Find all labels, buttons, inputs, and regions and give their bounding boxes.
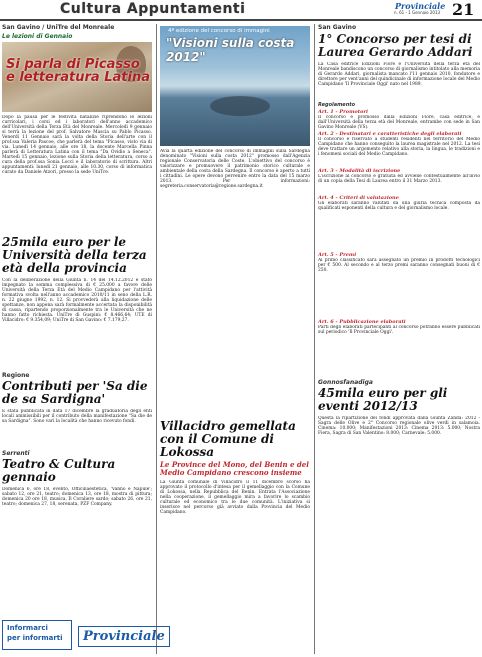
info-box-line2: per informarti [7, 634, 63, 642]
article-section: Art. 3 - Modalità di iscrizione [318, 168, 401, 174]
page-header [0, 0, 482, 20]
article-body: È stata pubblicata in data 17 dicembre la graduatoria degli enti locali ammissibili per il contributo della manifestazione "Sa die de sa Sardigna". Sono vari la località che hanno ricevuto fondi. [2, 409, 152, 424]
article-headline: 25mila euro per le Università della terza età della provincia [2, 235, 147, 275]
article-body: Parti degli elaborati partecipanti al concorso potranno essere pubblicati sul periodico 'Il Provinciale Oggi'. [318, 325, 480, 335]
article-body: Domenica 6, ore 18, evento, Officinaestetica, 'Vanno e Napule'; sabato 12, ore 21, teatro; domenica 13, ore 18, mostra di pittura; domenica 20 ore 18, musica, Il Coraliere sardo; sabato 26, ore 21, teatro; domenica 27, 18, serenata, PZF Company. [2, 487, 152, 507]
article-body: Dopo la pausa per le festività natalizie riprendono le lezioni curricolari, i corsi ed i laboratori dell'anno accademico dell'Università della Terza Età del Monreale. Mercoledì 9 gennaio si terrà la lezione del prof. Salvatore Mascia su Pablo Picasso. Venerdì 11 Gennaio sarà la volta della Storia dell'arte con il prof.ssa Valeria Pascoe, che parlerà del tema "Picasso, visto via di via. Lunedì 14 gennaio, alle ore 18, la docente Marcella Pinna parlerà di Letteratura Latina con il tema "Da Ovidio a Seneca". Martedì 15 gennaio, lezione sulla Storia della letteratura, corso a cura della prof.ssa Sonia Locci e il laboratorio di scrittura. Altri appuntamenti: lunedì 21 gennaio, alle 10.30, corso di informatica curato da Daniele Atzori, presso la sede UniTre. [2, 115, 152, 175]
article-tag: Regione [2, 372, 30, 379]
column-right [318, 24, 480, 526]
info-box [2, 620, 72, 650]
article-headline: 45mila euro per gli eventi 2012/13 [318, 386, 448, 413]
article-headline: Teatro & Cultura gennaio [2, 457, 116, 484]
article-section: Art. 1 - Promotori [318, 109, 368, 115]
article-body: Al primo classificato sarà assegnato un premio in prodotti tecnologici per € 500. Al secondo e al terzo premi saranno consegnati buoni di € 250. [318, 258, 480, 273]
column-divider [314, 24, 315, 654]
info-box-line1: Informarci [7, 624, 48, 632]
photo-kicker: 4ª edizione del concorso di immagini [168, 28, 270, 34]
article-body: L'iscrizione al concorso è gratuita ed avviene contestualmente all'invio di un copia della Tesi di Laurea entro il 31 Marzo 2013. [318, 174, 480, 184]
article-headline: Contributi per 'Sa die de sa Sardigna' [2, 379, 148, 406]
column-center [160, 24, 310, 625]
article-tag: San Gavino [318, 24, 357, 31]
issue-date: n. 61 - 1 Gennaio 2013 [394, 10, 441, 15]
page-number: 21 [452, 0, 475, 19]
article-tag: San Gavino / UniTre del Monreale [2, 24, 115, 31]
article-body: Con la deliberazione della Giunta n. 14 del 14.12.2012 è stato impegnato la somma complessiva di € 25.000 a favore delle Università della Terza Età del Medio Campidano per l'attività formativa svolta nell'anno accademico 2010/11 in seno della L.R. n. 22 giugno 1992, n. 12. Si provvederà alla liquidazione delle spettanze, non appena sarà formalmente accertata la disponibilità di cassa, ripartendo proporzionalmente tra le Università che ne hanno fatto richiesta. UniTre di Guspini: € 8.466,64; UTE di Villacidro: € 9.354,09; UniTre di San Gavino: € 7.179,27. [2, 278, 152, 323]
column-divider [156, 24, 157, 654]
article-subhead: Le Province del Mono, del Benin e del Medio Campidano crescono insieme [160, 460, 309, 477]
contest-photo [160, 26, 310, 146]
article-body: Il concorso è riservato a studenti residenti nel territorio del Medio Campidano che hanno conseguito la laurea magistrale nel 2012. La tesi deve trattare un argomento relativo alla storia, la lingua, le tradizioni e i fenomeni sociali del Medio Campidano. [318, 137, 480, 157]
article-body: Avia la quarta edizione del concorso di immagini sulla Sardegna denominato "Visioni sulla costa 2012" promosso dall'Agenzia regionale Conservatoria delle Coste. L'obiettivo del concorso è valorizzare e promuovere il patrimonio storico culturale e ambientale della costa della Sardegna. Il concorso è aperto a tutti i cittadini. Le opere devono pervenire entro la data del 15 marzo 2013. Per informazioni: segreteria.conservatoria@regione.sardegna.it [160, 149, 310, 189]
column-left [2, 24, 152, 547]
brand-logo: Provinciale [395, 1, 446, 11]
article-section: Art. 4 - Criteri di valutazione [318, 195, 399, 201]
article-body: Il concorso è promosso dalla Edizioni Fiore, casa editrice, e dall'Università della terza età del Monreale, entrambe con sede in San Gavino Monreale (VS). [318, 115, 480, 130]
rock-shape [210, 96, 270, 116]
article-kicker: Le lezioni di Gennaio [2, 33, 73, 40]
article-tag: Serrenti [2, 450, 30, 457]
article-section: Art. 6 - Pubblicazione elaborati [318, 319, 406, 325]
section-title: Cultura Appuntamenti [60, 1, 246, 17]
article-section: Art. 5 - Premi [318, 252, 357, 258]
article-headline: 1° Concorso per tesi di Laurea Gerardo Addari [318, 32, 473, 59]
article-body: La Casa editrice Edizioni Fiore e l'Università della terza età del Monreale bandiscono un concorso di giornalismo intitolato alla memoria di Gerardo Addari, giornalista mancato l'11 gennaio 2010, fondatore e direttore per vent'anni del quindicinale di informazione locale del Medio Campidano 'Il Provinciale Oggi' nato nel 1989. [318, 62, 480, 87]
header-rule [0, 19, 482, 21]
article-body: La Giunta comunale di Villacidro il 11 dicembre scorso ha approvato il protocollo d'intesa per il gemellaggio con la Comune di Lokossa, nella Repubblica del Benin. Entrata l'Associazione nella cooperazione, il gemellaggio mira a favorire lo scambio culturale ed economico tra le due comunità. L'iniziativa si inserisce nel percorso già avviato dalla Provincia del Medio Campidano. [160, 480, 310, 515]
article-tag: Gonnosfanadiga [318, 379, 373, 386]
article-body: Gli elaborati saranno valutati da una giuria tecnica composta da qualificati esponenti della cultura e del giornalismo locale. [318, 201, 480, 211]
article-body: Questa la ripartizione dei fondi approvata dalla Giunta Zanda: 2012 - Sagra delle Olive e 2° Concorso regionale olive verdi in salamoia. Cinema: 10.000; Manifestazioni 2013: Cinema 2013: 5.000; Nostra Fiera, Sagra di San Valentino: 8.000; Carnevale: 5.000. [318, 416, 480, 436]
article-photo [2, 42, 152, 112]
article-headline: Villacidro gemellata con il Comune di Lokossa [160, 419, 296, 459]
photo-title: Si parla di Picasso e letteratura Latina [6, 57, 150, 85]
regulation-heading: Regolamento [318, 102, 356, 108]
photo-title: "Visioni sulla costa 2012" [166, 36, 295, 64]
article-section: Art. 2 - Destinatari e caratteristiche degli elaborati [318, 131, 462, 137]
footer-brand-logo: Provinciale [78, 626, 170, 647]
